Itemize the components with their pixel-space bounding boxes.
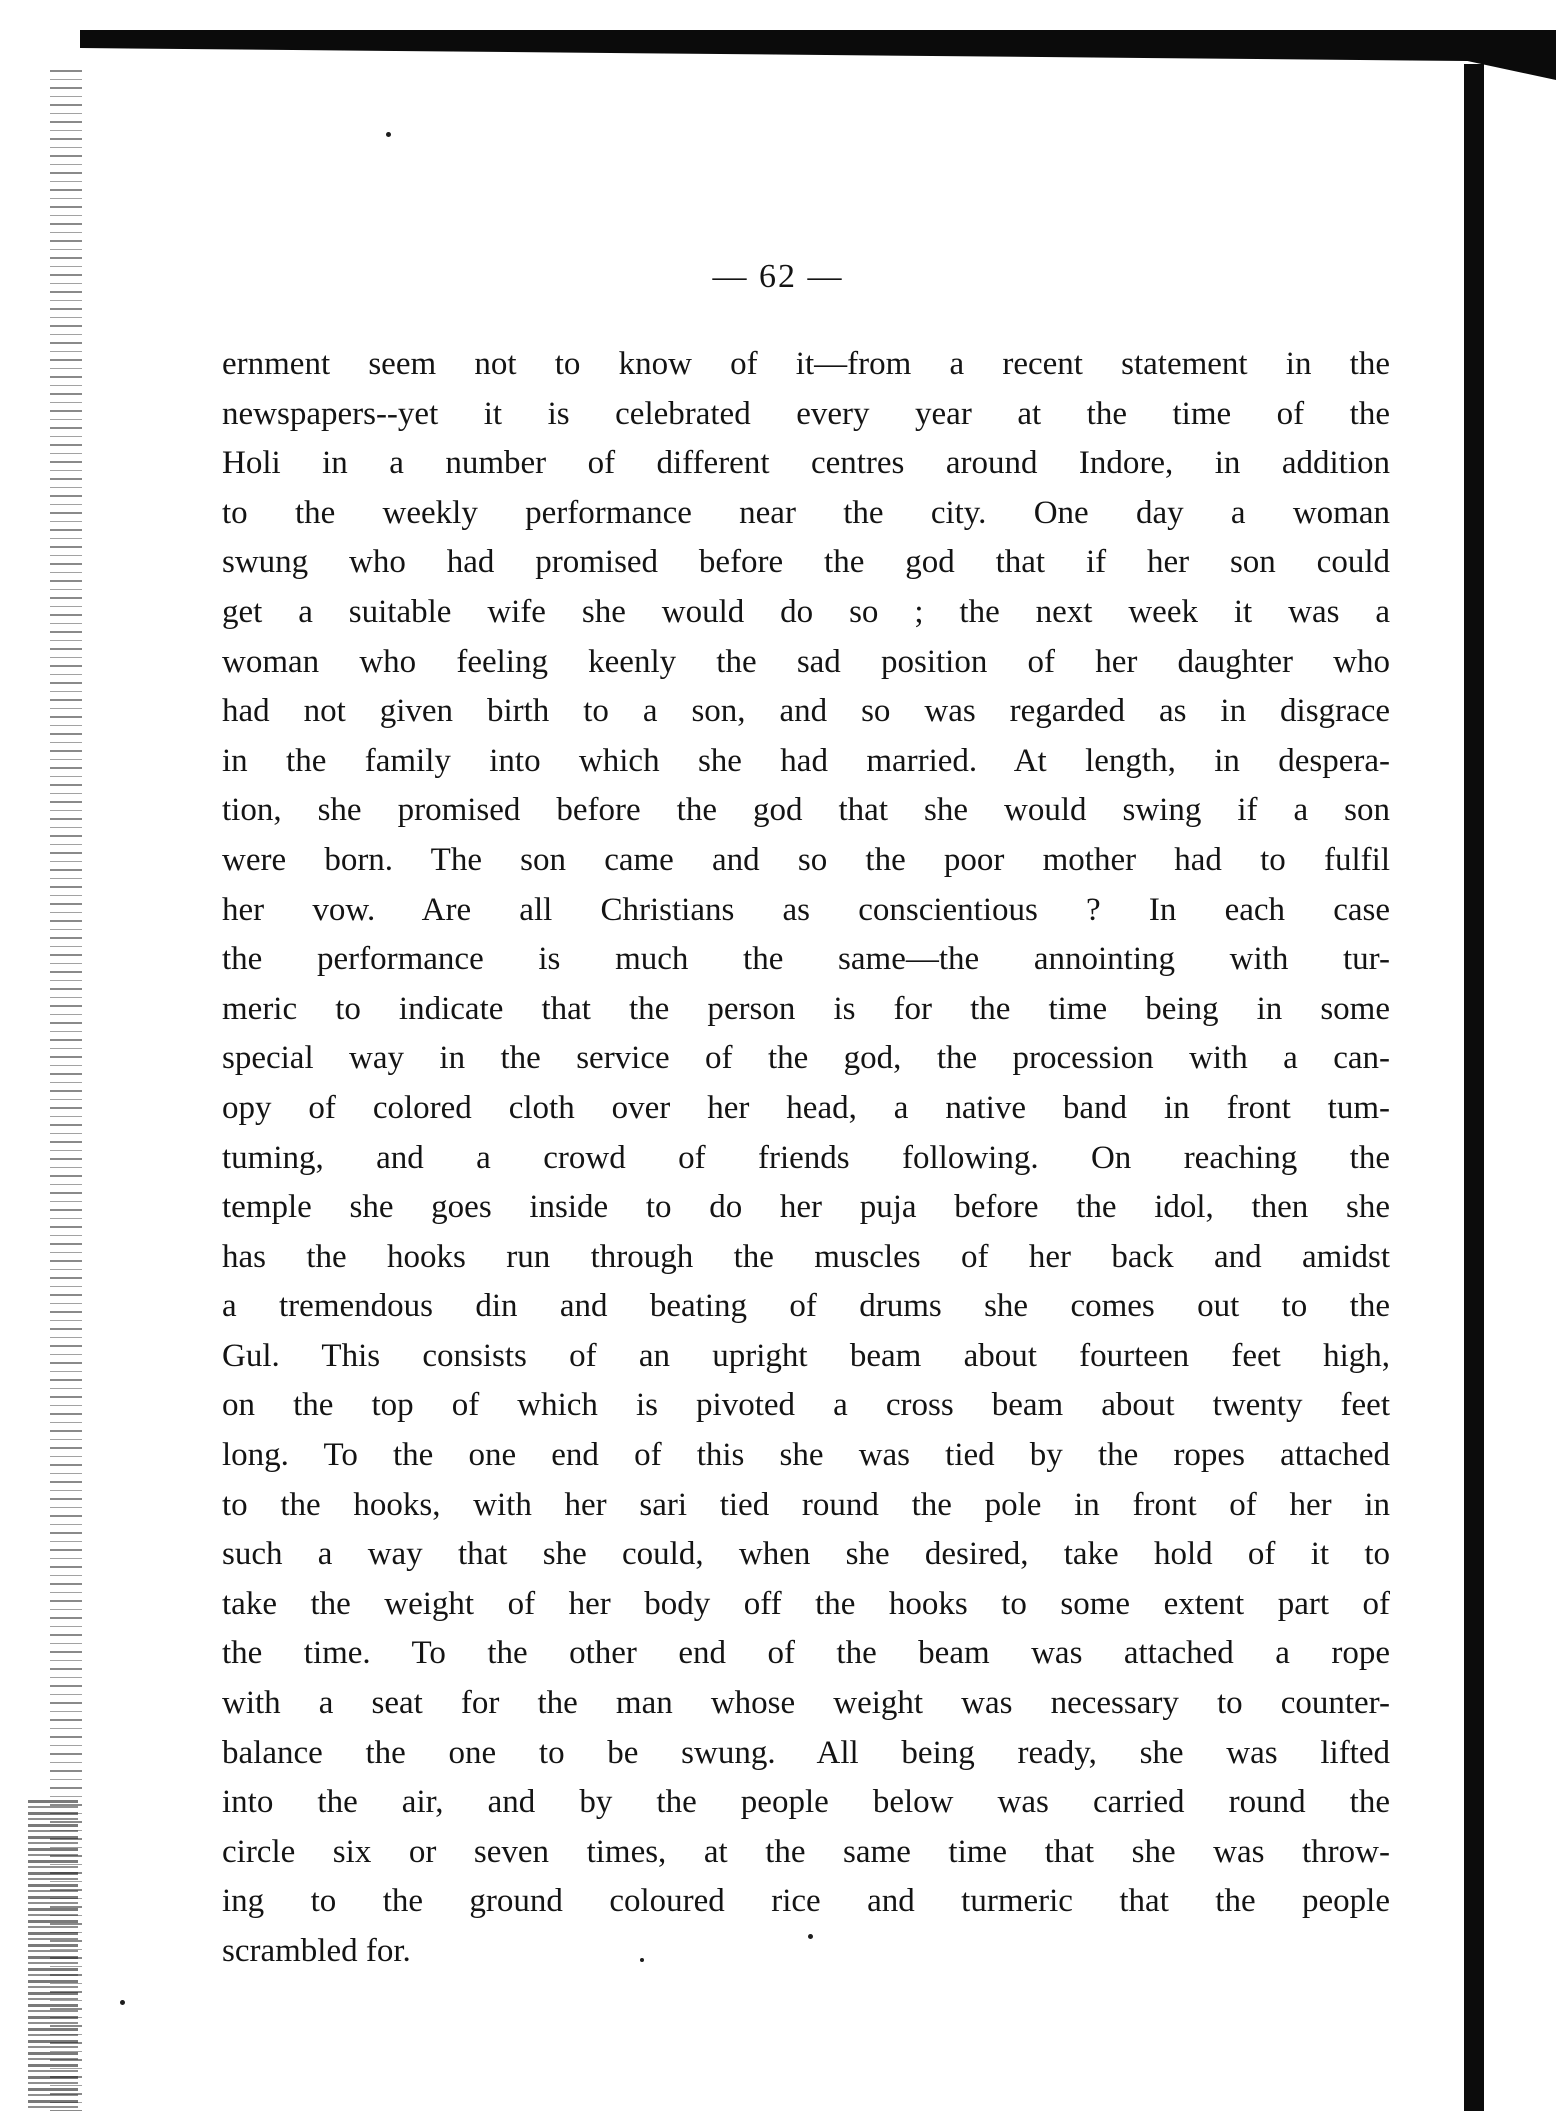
scan-left-edge-noise-lower bbox=[28, 1800, 78, 2111]
text-line: had not given birth to a son, and so was regarded as in disgrace bbox=[222, 693, 1390, 730]
text-line: special way in the service of the god, the procession with a can- bbox=[222, 1040, 1390, 1077]
text-line: on the top of which is pivoted a cross beam about twenty feet bbox=[222, 1387, 1390, 1424]
scan-top-edge-shadow bbox=[80, 30, 1556, 80]
text-line: balance the one to be swung. All being ready, she was lifted bbox=[222, 1734, 1390, 1771]
text-line: tuming, and a crowd of friends following. On reaching the bbox=[222, 1139, 1390, 1176]
text-line: such a way that she could, when she desired, take hold of it to bbox=[222, 1536, 1390, 1573]
text-line: to the hooks, with her sari tied round the pole in front of her in bbox=[222, 1486, 1390, 1523]
text-line: a tremendous din and beating of drums she comes out to the bbox=[222, 1288, 1390, 1325]
text-line: temple she goes inside to do her puja before the idol, then she bbox=[222, 1189, 1390, 1226]
text-line: long. To the one end of this she was tied by the ropes attached bbox=[222, 1437, 1390, 1474]
scan-speck bbox=[386, 132, 391, 137]
text-line: were born. The son came and so the poor mother had to fulfil bbox=[222, 841, 1390, 878]
text-line: her vow. Are all Christians as conscientious ? In each case bbox=[222, 891, 1390, 928]
text-line: the time. To the other end of the beam was attached a rope bbox=[222, 1635, 1390, 1672]
text-line: swung who had promised before the god that if her son could bbox=[222, 544, 1390, 581]
text-line: get a suitable wife she would do so ; the next week it was a bbox=[222, 593, 1390, 630]
scan-right-edge-shadow bbox=[1464, 64, 1484, 2111]
text-line: ing to the ground coloured rice and turmeric that the people bbox=[222, 1883, 1390, 1920]
text-line: take the weight of her body off the hooks to some extent part of bbox=[222, 1585, 1390, 1622]
text-line: the performance is much the same—the annointing with tur- bbox=[222, 941, 1390, 978]
page-number: — 62 — bbox=[712, 258, 844, 295]
scan-speck bbox=[120, 2000, 125, 2005]
text-line: newspapers--yet it is celebrated every year at the time of the bbox=[222, 395, 1390, 432]
text-line: Holi in a number of different centres around Indore, in addition bbox=[222, 445, 1390, 482]
text-line: tion, she promised before the god that she would swing if a son bbox=[222, 792, 1390, 829]
text-line: woman who feeling keenly the sad position of her daughter who bbox=[222, 643, 1390, 680]
text-line: has the hooks run through the muscles of her back and amidst bbox=[222, 1238, 1390, 1275]
text-line: circle six or seven times, at the same time that she was throw- bbox=[222, 1833, 1390, 1870]
text-line: to the weekly performance near the city. One day a woman bbox=[222, 494, 1390, 531]
text-line: meric to indicate that the person is for the time being in some bbox=[222, 990, 1390, 1027]
text-line: into the air, and by the people below was carried round the bbox=[222, 1784, 1390, 1821]
text-line: scrambled for. bbox=[222, 1933, 411, 1969]
body-text bbox=[222, 340, 1390, 1977]
text-line: with a seat for the man whose weight was necessary to counter- bbox=[222, 1685, 1390, 1722]
text-line: opy of colored cloth over her head, a native band in front tum- bbox=[222, 1089, 1390, 1126]
text-line: ernment seem not to know of it—from a recent statement in the bbox=[222, 346, 1390, 382]
text-line: Gul. This consists of an upright beam about fourteen feet high, bbox=[222, 1337, 1390, 1374]
text-line: in the family into which she had married. At length, in despera- bbox=[222, 742, 1390, 779]
